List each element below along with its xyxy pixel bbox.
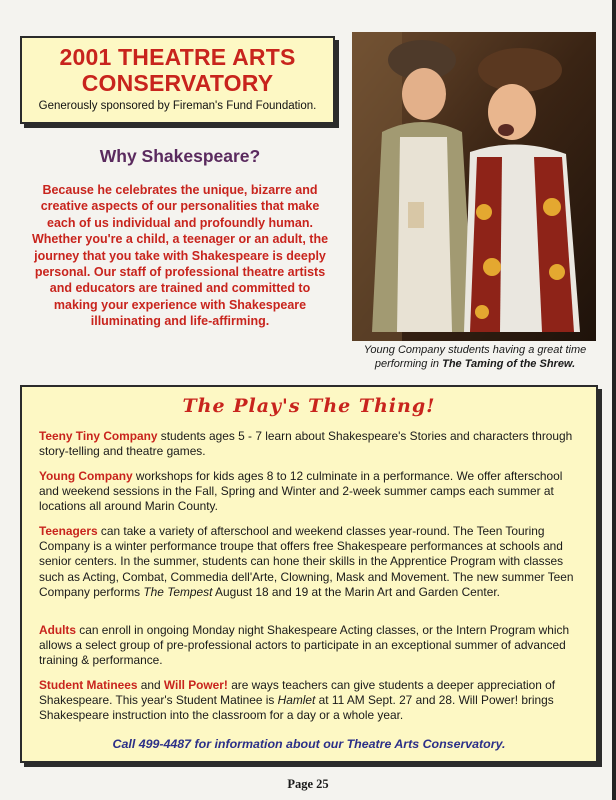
call-to-action: Call 499-4487 for information about our Theatre Arts Conservatory. [112,737,506,751]
teeny-tiny-paragraph [39,429,584,459]
hamlet-title: Hamlet [277,693,316,708]
tempest-title: The Tempest [143,584,213,599]
young-company-text: workshops for kids ages 8 to 12 culminate in a performance. We offer afterschool and weekend sessions in the Fall, Spring and Winter and 2-week summer camps each summer at locations all around Marin County. [39,469,563,514]
young-company-paragraph [39,469,584,515]
teenagers-text-2: August 18 and 19 at the Marin Art and Garden Center. [212,584,500,599]
matinees-text-1: are ways teachers can give students a deeper appreciation of Shakespeare. This year's Student Matinee is [39,678,556,708]
page-edge [612,0,616,800]
adults-label: Adults [39,623,76,637]
title-box [20,36,335,124]
page-number: Page 25 [287,777,329,791]
and-word: and [137,678,164,692]
caption-text: Young Company students having a great time performing in [363,344,587,370]
plays-heading: The Play's The Thing! [182,395,436,417]
adults-text: can enroll in ongoing Monday night Shakespeare Acting classes, or the Intern Program which allows a select group of pre-professional actors to participate in an exceptional summer of advanced training & performance. [39,623,570,668]
matinees-paragraph [39,678,584,724]
photo-caption [350,343,600,371]
teeny-tiny-label: Teeny Tiny Company [39,429,158,443]
caption-play-title: The Taming of the Shrew. [442,358,576,370]
matinees-text-2: at 11 AM Sept. 27 and 28. Will Power! brings Shakespeare instruction into the classroom for a day or a whole year. [39,693,554,723]
teeny-tiny-text: students ages 5 - 7 learn about Shakespeare's Stories and characters through story-telling and theatre games. [39,429,573,459]
photo-illustration [352,32,596,341]
teenagers-label: Teenagers [39,524,98,538]
why-shakespeare-text: Because he celebrates the unique, bizarre and creative aspects of our personalities that make each of us individual and profoundly human. Whether you're a child, a teenager or an adult, the journey that you take with Shakespeare is deeply personal. Our staff of professional theatre artists and educators are trained and committed to making your experience with Shakespeare illuminating and life-affirming. [31,183,329,329]
page-title-line-2: CONSERVATORY [81,70,274,96]
adults-paragraph [39,623,584,669]
student-matinees-label: Student Matinees [39,678,138,692]
teenagers-paragraph [39,524,584,600]
sponsor-line: Generously sponsored by Fireman's Fund Foundation. [38,100,317,112]
young-company-label: Young Company [39,469,133,483]
performance-photo [352,32,596,341]
will-power-label: Will Power! [163,678,228,692]
page-title-line-1: 2001 THEATRE ARTS [59,44,296,70]
teenagers-text-1: can take a variety of afterschool and weekend classes year-round. The Teen Touring Company is a winter performance troupe that offers free Shakespeare performances at schools and senior centers. In the summer, students can hone their skills in the Apprentice Program with classes such as Acting, Combat, Commedia dell'Arte, Clowning, Mask and Movement. The new summer Teen Company performs [39,524,574,599]
why-shakespeare-heading: Why Shakespeare? [99,146,261,166]
plays-box [20,385,598,763]
